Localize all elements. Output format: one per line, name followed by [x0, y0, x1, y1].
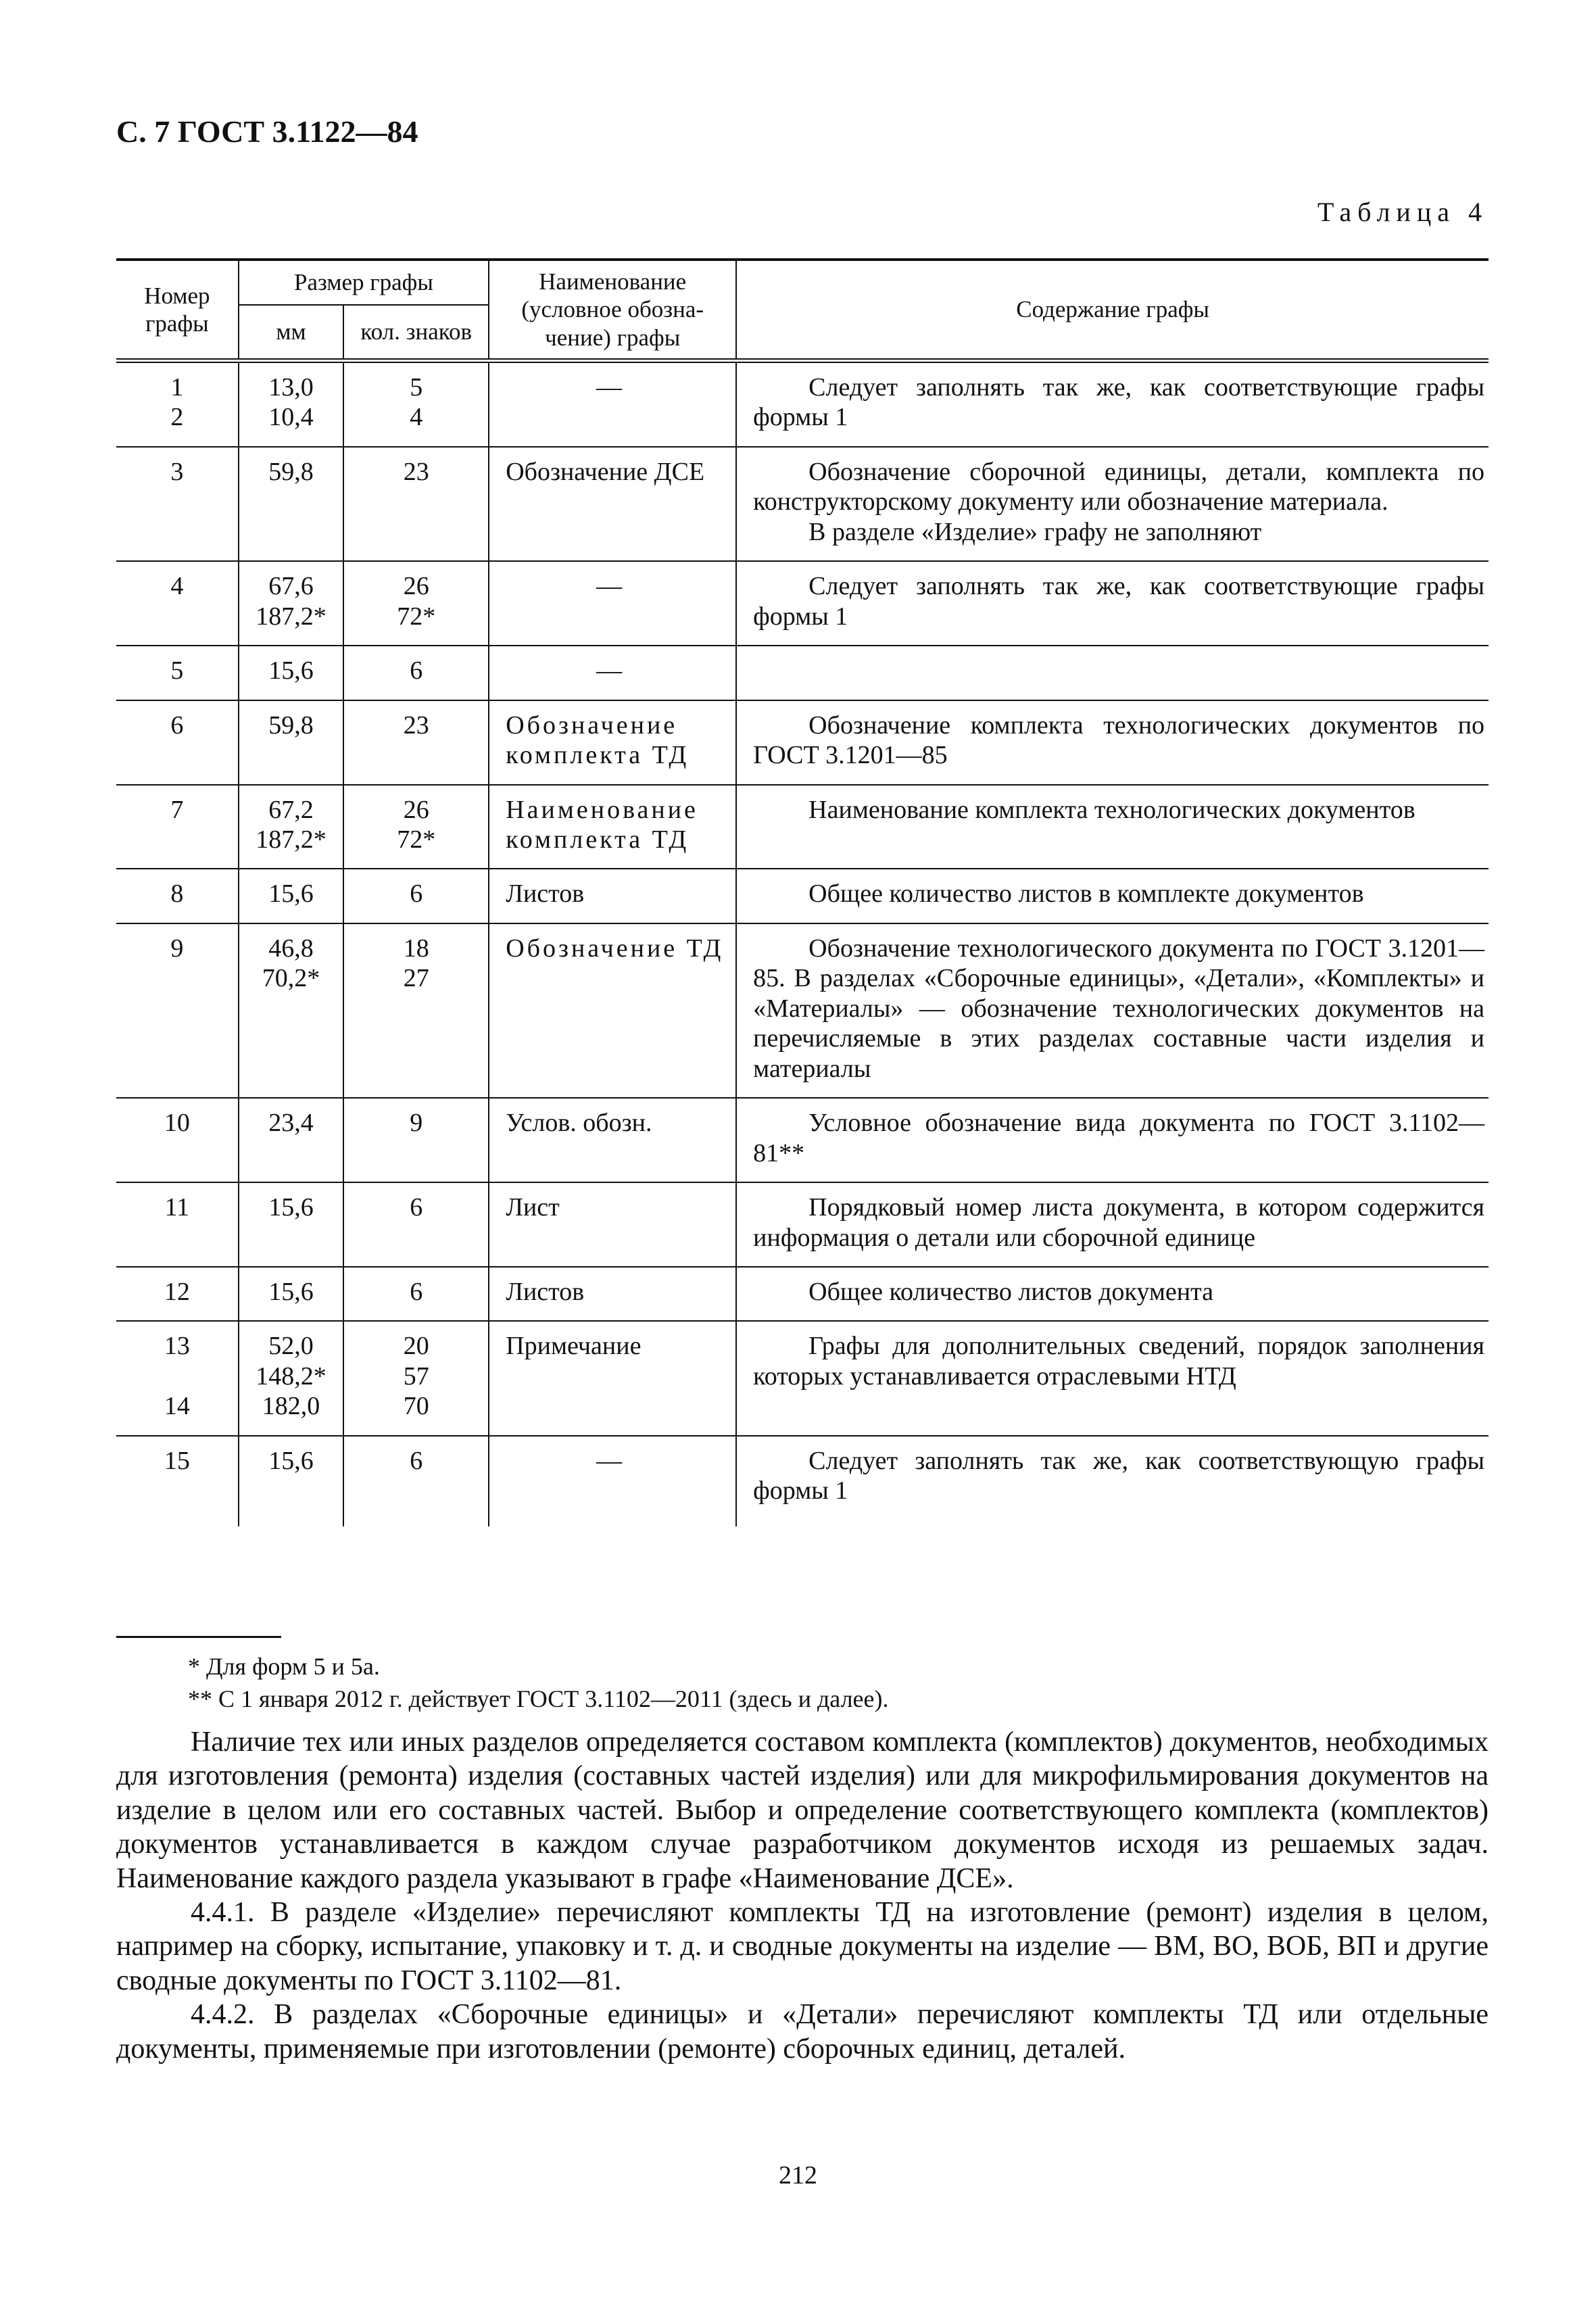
- header-mm: мм: [239, 305, 344, 361]
- cell-content: [736, 646, 1489, 700]
- cell-number: [116, 646, 239, 700]
- table-row: [116, 447, 1489, 561]
- content-paragraph: Обозначение комплекта технологических документов по ГОСТ 3.1201—85: [753, 710, 1484, 770]
- cell-chars-line: 72*: [397, 602, 436, 631]
- cell-mm-line: 15,6: [268, 1277, 314, 1306]
- cell-mm-line: 10,4: [268, 403, 314, 432]
- cell-number-line: 10: [164, 1109, 190, 1138]
- cell-mm-line: 59,8: [268, 457, 314, 486]
- cell-chars: [343, 869, 489, 923]
- content-paragraph: Следует заполнять так же, как соответствующие графы формы 1: [753, 572, 1484, 631]
- cell-mm-line: 15,6: [268, 656, 314, 685]
- cell-chars: [343, 1267, 489, 1321]
- cell-number: [116, 1267, 239, 1321]
- cell-content: [736, 1098, 1489, 1182]
- content-paragraph: Условное обозначение вида документа по ГОСТ 3.1102—81**: [753, 1109, 1484, 1167]
- footnote: ** С 1 января 2012 г. действует ГОСТ 3.1102—2011 (здесь и далее).: [188, 1685, 889, 1712]
- page-header: С. 7 ГОСТ 3.1122—84: [116, 114, 418, 149]
- footnote-rule: [116, 1636, 281, 1638]
- cell-number-line: 3: [170, 457, 184, 486]
- cell-mm: [239, 700, 344, 785]
- cell-chars: [343, 361, 489, 447]
- cell-mm-line: 67,2: [268, 795, 314, 824]
- cell-chars: [343, 646, 489, 700]
- header-chars: кол. знаков: [343, 305, 489, 361]
- cell-number: [116, 447, 239, 561]
- content-paragraph: Обозначение технологического документа по ГОСТ 3.1201—85. В разделах «Сборочные единицы», «Детали», «Комплекты» и «Материалы» — обозначение технологических документов на перечисляемые в этих разделах составные части изделия и материалы: [753, 934, 1484, 1083]
- cell-mm-line: 187,2*: [256, 602, 327, 631]
- cell-mm-line: 67,6: [268, 572, 314, 601]
- header-size: Размер графы: [239, 260, 489, 305]
- cell-mm-line: 23,4: [268, 1109, 314, 1138]
- table-body: [116, 361, 1489, 1526]
- cell-chars-line: 27: [403, 964, 429, 993]
- content-paragraph: В разделе «Изделие» графу не заполняют: [808, 517, 1262, 546]
- table-row: [116, 561, 1489, 646]
- content-paragraph: Порядковый номер листа документа, в котором содержится информация о детали или сборочной единице: [753, 1193, 1484, 1252]
- cell-name: —: [489, 646, 736, 700]
- cell-mm-line: 148,2*: [256, 1361, 327, 1391]
- cell-mm: [239, 1321, 344, 1435]
- cell-content: [736, 1267, 1489, 1321]
- cell-name: Примечание: [489, 1321, 736, 1435]
- cell-number-line: 6: [170, 710, 184, 740]
- cell-name: Обозначение комплекта ТД: [489, 700, 736, 785]
- header-number: Номер графы: [116, 260, 239, 361]
- cell-content: [736, 869, 1489, 923]
- cell-content: [736, 785, 1489, 869]
- cell-chars-line: 26: [403, 572, 429, 601]
- table-row: [116, 923, 1489, 1098]
- cell-content: [736, 700, 1489, 785]
- cell-number-line: 13: [164, 1332, 190, 1361]
- cell-content: [736, 447, 1489, 561]
- table-row: [116, 1436, 1489, 1526]
- cell-content: [736, 1182, 1489, 1267]
- cell-mm-line: 15,6: [268, 879, 314, 909]
- table-row: [116, 785, 1489, 869]
- content-paragraph: Общее количество листов документа: [808, 1277, 1214, 1306]
- body-paragraph: 4.4.1. В разделе «Изделие» перечисляют комплекты ТД на изготовление (ремонт) изделия в целом, например на сборку, испытание, упаковку и т. д. и сводные документы на изделие — ВМ, ВО, ВОБ, ВП и другие сводные документы по ГОСТ 3.1102—81.: [116, 1896, 1489, 1996]
- cell-chars-line: 57: [403, 1361, 429, 1391]
- footnote: * Для форм 5 и 5а.: [188, 1653, 380, 1680]
- columns-table: [116, 258, 1489, 1526]
- table-row: [116, 1321, 1489, 1435]
- cell-number: [116, 561, 239, 646]
- cell-number-line: 11: [164, 1193, 190, 1222]
- cell-number-line: 2: [170, 403, 184, 432]
- content-paragraph: Наименование комплекта технологических документов: [808, 795, 1416, 824]
- cell-mm-line: 182,0: [262, 1392, 320, 1421]
- cell-mm: [239, 1182, 344, 1267]
- cell-chars: [343, 700, 489, 785]
- cell-mm-line: 187,2*: [256, 825, 327, 854]
- cell-chars: [343, 447, 489, 561]
- cell-mm-line: 15,6: [268, 1193, 314, 1222]
- cell-mm: [239, 561, 344, 646]
- cell-mm-line: 70,2*: [262, 964, 320, 993]
- page-number: 212: [779, 2161, 817, 2190]
- table-row: [116, 1182, 1489, 1267]
- body-paragraph: Наличие тех или иных разделов определяется составом комплекта (комплектов) документов, необходимых для изготовления (ремонта) изделия (составных частей изделия) или для микрофильмирования документов на изделие в целом или его составных частей. Выбор и определение соответствующего комплекта (комплектов) документов устанавливается в каждом случае разработчиком документов исходя из решаемых задач. Наименование каждого раздела указывают в графе «Наименование ДСЕ».: [116, 1727, 1489, 1894]
- content-paragraph: Следует заполнять так же, как соответствующие графы формы 1: [753, 373, 1484, 432]
- cell-chars-line: 6: [410, 879, 423, 909]
- cell-number: [116, 923, 239, 1098]
- cell-chars-line: 6: [410, 656, 423, 685]
- cell-number-line: 8: [170, 879, 184, 909]
- cell-chars-line: 23: [403, 710, 429, 740]
- cell-number: [116, 785, 239, 869]
- cell-number-line: 1: [170, 373, 184, 402]
- cell-name: Листов: [489, 1267, 736, 1321]
- cell-chars: [343, 561, 489, 646]
- content-paragraph: Обозначение сборочной единицы, детали, комплекта по конструкторскому документу или обозначение материала.: [753, 457, 1484, 516]
- cell-chars-line: 70: [403, 1392, 429, 1421]
- cell-name: Наименование комплекта ТД: [489, 785, 736, 869]
- cell-name: Услов. обозн.: [489, 1098, 736, 1182]
- body-paragraph: 4.4.2. В разделах «Сборочные единицы» и «Детали» перечисляют комплекты ТД или отдельные документы, применяемые при изготовлении (ремонте) сборочных единиц, деталей.: [116, 1999, 1489, 2065]
- cell-name: —: [489, 561, 736, 646]
- footnotes: [188, 1651, 889, 1715]
- cell-chars: [343, 1182, 489, 1267]
- cell-content: [736, 1321, 1489, 1435]
- cell-mm: [239, 785, 344, 869]
- cell-mm: [239, 1098, 344, 1182]
- table-header: [116, 260, 1489, 361]
- content-paragraph: Следует заполнять так же, как соответствующую графы формы 1: [753, 1446, 1484, 1505]
- table-row: [116, 869, 1489, 923]
- cell-mm-line: 59,8: [268, 710, 314, 740]
- cell-number-line: 9: [170, 934, 184, 963]
- cell-number: [116, 361, 239, 447]
- cell-content: [736, 561, 1489, 646]
- table-row: [116, 361, 1489, 447]
- cell-number-line: [116, 1361, 238, 1391]
- cell-chars-line: 26: [403, 795, 429, 824]
- cell-name: Листов: [489, 869, 736, 923]
- cell-name: —: [489, 361, 736, 447]
- cell-chars-line: 6: [410, 1277, 423, 1306]
- header-content: Содержание графы: [736, 260, 1489, 361]
- cell-mm: [239, 361, 344, 447]
- cell-mm-line: 46,8: [268, 934, 314, 963]
- cell-mm: [239, 869, 344, 923]
- cell-number: [116, 1098, 239, 1182]
- cell-number: [116, 1436, 239, 1526]
- content-paragraph: Графы для дополнительных сведений, порядок заполнения которых устанавливается отраслевыми НТД: [753, 1332, 1484, 1391]
- cell-mm: [239, 1436, 344, 1526]
- cell-number-line: 5: [170, 656, 184, 685]
- cell-chars-line: 6: [410, 1446, 423, 1475]
- cell-number-line: 7: [170, 795, 184, 824]
- table-row: [116, 1267, 1489, 1321]
- cell-number-line: 12: [164, 1277, 190, 1306]
- cell-content: [736, 361, 1489, 447]
- cell-mm: [239, 646, 344, 700]
- cell-name: Лист: [489, 1182, 736, 1267]
- cell-mm: [239, 447, 344, 561]
- table-caption: Таблица 4: [1317, 197, 1488, 227]
- header-name: Наименование (условное обозна- чение) графы: [489, 260, 736, 361]
- cell-chars-line: 5: [410, 373, 423, 402]
- cell-name: Обозначение ДСЕ: [489, 447, 736, 561]
- cell-chars-line: 20: [403, 1332, 429, 1361]
- cell-number: [116, 1321, 239, 1435]
- cell-mm-line: 52,0: [268, 1332, 314, 1361]
- cell-chars-line: 6: [410, 1193, 423, 1222]
- cell-number: [116, 869, 239, 923]
- cell-chars-line: 9: [410, 1109, 423, 1138]
- cell-chars: [343, 1321, 489, 1435]
- cell-chars: [343, 785, 489, 869]
- cell-chars-line: 4: [410, 403, 423, 432]
- content-paragraph: Общее количество листов в комплекте документов: [808, 879, 1364, 909]
- cell-number-line: 15: [164, 1446, 190, 1475]
- cell-chars: [343, 923, 489, 1098]
- cell-chars-line: 23: [403, 457, 429, 486]
- cell-name: —: [489, 1436, 736, 1526]
- cell-number-line: 4: [170, 572, 184, 601]
- cell-content: [736, 1436, 1489, 1526]
- cell-content: [736, 923, 1489, 1098]
- cell-mm: [239, 923, 344, 1098]
- cell-number: [116, 700, 239, 785]
- cell-number: [116, 1182, 239, 1267]
- table-row: [116, 646, 1489, 700]
- cell-number-line: 14: [164, 1392, 190, 1421]
- cell-chars-line: 18: [403, 934, 429, 963]
- cell-name: Обозначение ТД: [489, 923, 736, 1098]
- table-row: [116, 1098, 1489, 1182]
- body-text: [116, 1725, 1489, 2066]
- cell-chars: [343, 1436, 489, 1526]
- cell-mm-line: 13,0: [268, 373, 314, 402]
- cell-mm-line: 15,6: [268, 1446, 314, 1475]
- table-row: [116, 700, 1489, 785]
- cell-chars-line: 72*: [397, 825, 436, 854]
- cell-mm: [239, 1267, 344, 1321]
- cell-chars: [343, 1098, 489, 1182]
